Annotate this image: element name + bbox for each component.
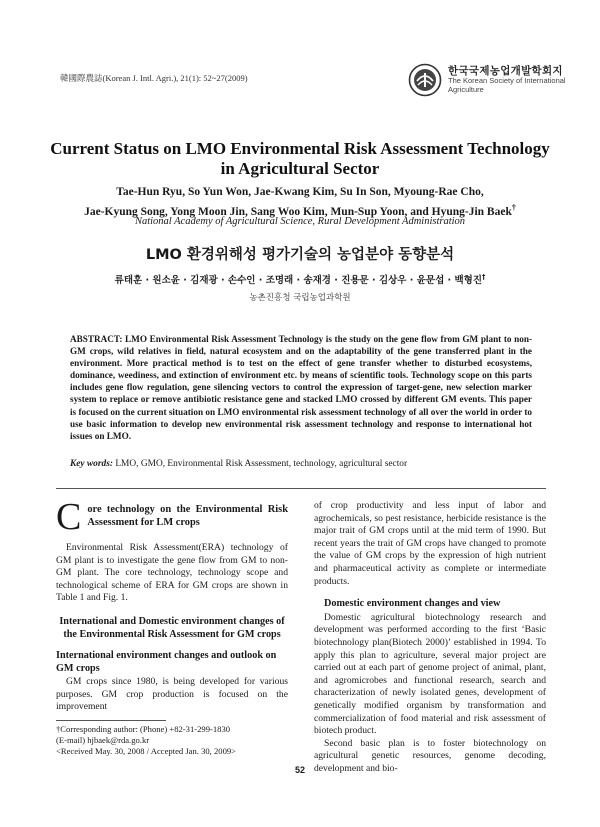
keywords-list: LMO, GMO, Environmental Risk Assessment, technology, agricultural sector xyxy=(115,459,408,469)
paper-title-korean: LMO 환경위해성 평가기술의 농업분야 동향분석 xyxy=(145,247,455,263)
paragraph-domestic-research: Domestic agricultural biotechnology research and development was performed according to the first ‘Basic biotechnology plan(Biotech 2000)’ established in 1994. To apply this plan to agriculture, several major project are carried out at each part of genome project of animal, plant, and agromicrobes and functional research, search and characterization of newly isolated genes, development of genetically modified organism by transformation and commercialization of food material and risk assessment of biotech product. xyxy=(314,611,546,737)
footnote-email: (E-mail) hjbaek@rda.go.kr xyxy=(56,734,150,745)
affiliation: National Academy of Agricultural Science, Rural Development Administration xyxy=(134,216,466,227)
drop-cap: C xyxy=(56,496,82,538)
author-line-2: Jae-Kyung Song, Yong Moon Jin, Sang Woo Kim, Mun-Sup Yoon, and Hyung-Jin Baek xyxy=(84,205,512,218)
paragraph-era-intro: Environmental Risk Assessment(ERA) technology of GM plant is to investigate the gene flow from GM to non-GM plant. The core technology, technology scope and technological scheme of ERA for GM crops are shown in Table 1 and Fig. 1. xyxy=(56,542,288,604)
paragraph-gm-crops-since-1980: GM crops since 1980, is being developed for various purposes. GM crop production is focused on the improvement xyxy=(56,675,288,713)
affiliation-korean: 농촌진흥청 국립농업과학원 xyxy=(249,293,351,303)
footnote-corresponding-author: †Corresponding author: (Phone) +82-31-299-1830 xyxy=(56,723,231,734)
section-title-core-technology: ore technology on the Environmental Risk Assessment for LM crops xyxy=(87,504,288,528)
abstract: ABSTRACT: LMO Environmental Risk Assessment Technology is the study on the gene flow from GM plant to non-GM crops, wild relatives in field, natural ecosystem and on the adaptability of the gene transferred plant in the environment. More practical method is to test on the effect of gene transfer whether to disturbed ecosystems, dominance, weediness, and extinction of environment etc. by means of scientific tools. Technology scope on this parts includes gene flow regulation, gene silencing vectors to control the expression of target-gene, new selection marker system to replace or remove antibiotic resistance gene and stacked LMO crossed by different GM events. This paper is focused on the current situation on LMO environmental risk assessment technology of all over the world in order to use basic information to develop new environmental risk assessment technology and response to international hot issues on LMO. xyxy=(70,334,532,441)
paragraph-second-basic-plan: Second basic plan is to foster biotechnology on agricultural genetic resources, genome decoding, development and bio- xyxy=(314,737,546,774)
subsection-title-international: International environment changes and outlook on GM crops xyxy=(56,649,277,674)
right-column xyxy=(314,500,546,775)
paper-title-line-2: in Agricultural Sector xyxy=(220,159,380,178)
left-column xyxy=(56,496,288,757)
footnote-received-accepted: <Received May. 30, 2008 / Accepted Jan. 30, 2009> xyxy=(56,745,237,756)
paper-title-line-1: Current Status on LMO Environmental Risk Assessment Technology xyxy=(50,139,550,158)
society-header xyxy=(408,58,578,102)
author-list xyxy=(40,185,560,220)
paper-title xyxy=(40,139,560,179)
author-line-1: Tae-Hun Ryu, So Yun Won, Jae-Kwang Kim, Su In Son, Myoung-Rae Cho, xyxy=(116,186,484,198)
section-heading-core-technology xyxy=(56,496,288,538)
subsection-title-domestic: Domestic environment changes and view xyxy=(324,598,501,610)
society-name-english-2: Agriculture xyxy=(448,85,484,95)
page-number: 52 xyxy=(294,765,305,775)
author-list-korean-text: 류태훈 · 원소윤 · 김재광 · 손수인 · 조명래 · 송재경 · 진용문 · 김상우 · 윤문섭 · 백형진 xyxy=(114,275,482,286)
footnote-divider xyxy=(56,720,166,721)
keywords-label: Key words: xyxy=(70,459,113,469)
society-name-english-1: The Korean Society of International xyxy=(448,76,566,86)
corresponding-author-mark-korean: † xyxy=(482,272,486,281)
author-list-korean xyxy=(40,272,560,286)
section-title-environment-changes: International and Domestic environment changes of the Environmental Risk Assessment for GM crops xyxy=(59,615,285,640)
keywords xyxy=(70,459,532,469)
society-logo-icon xyxy=(408,63,442,97)
section-divider xyxy=(56,488,546,489)
paragraph-crop-productivity: of crop productivity and less input of labor and agrochemicals, so pest resistance, herbicide resistance is the major trait of GM crops until at the mid term of 1990. But recent years the trait of GM crops have changed to promote the value of GM crops by the expression of high nutrient and pharmaceutical activity as complete or intermediate products. xyxy=(314,500,546,587)
corresponding-author-mark: † xyxy=(511,203,516,212)
society-name-korean: 한국국제농업개발학회지 xyxy=(448,65,563,78)
journal-reference: 韓國際農誌(Korean J. Intl. Agri.), 21(1): 52~27(2009) xyxy=(60,73,248,83)
